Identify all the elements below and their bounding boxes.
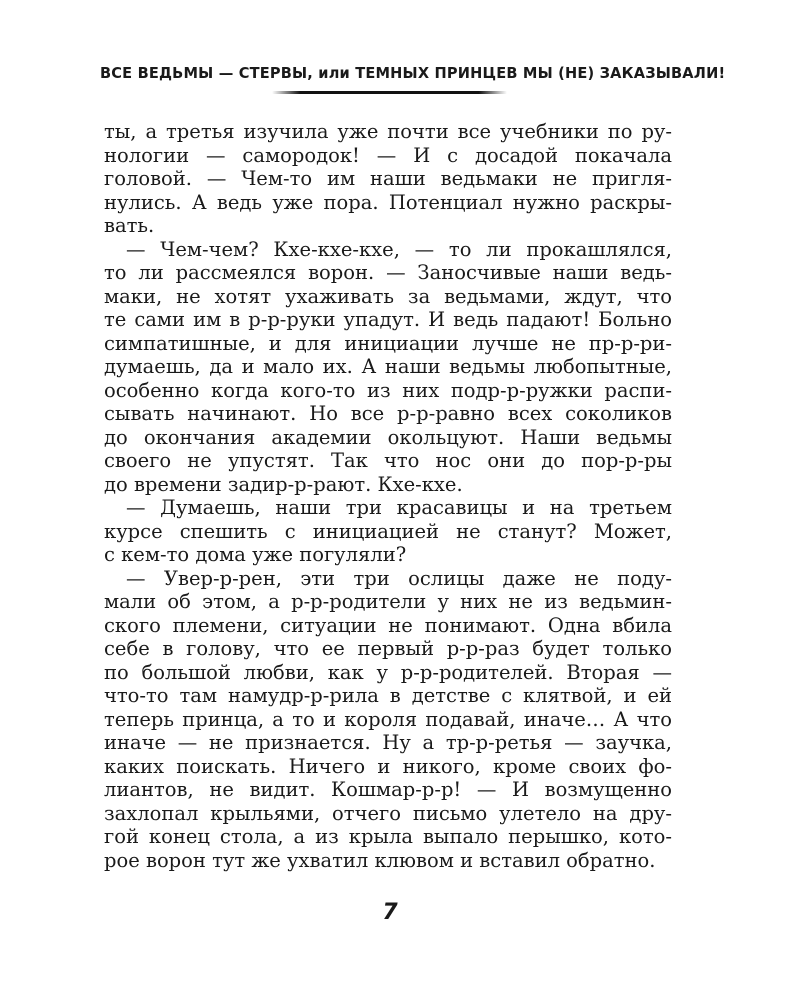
- text-line: ты, а третья изучила уже почти все учебники по ру-: [104, 120, 672, 143]
- text-line: маки, не хотят ухаживать за ведьмами, ждут, что: [104, 284, 672, 308]
- text-line: каких поискать. Ничего и никого, кроме своих фо-: [104, 754, 672, 778]
- text-line: рое ворон тут же ухватил клювом и вставил обратно.: [104, 848, 656, 872]
- text-line: нулись. А ведь уже пора. Потенциал нужно раскры-: [104, 190, 672, 214]
- text-line: иначе — не признается. Ну а тр-р-ретья — заучка,: [104, 731, 672, 754]
- text-line: то ли рассмеялся ворон. — Заносчивые наши ведь-: [104, 261, 672, 284]
- text-line: симпатишные, и для инициации лучше не пр-р-ри-: [104, 331, 672, 355]
- text-line: захлопал крыльями, отчего письмо улетело на дру-: [104, 801, 672, 825]
- text-line: головой. — Чем-то им наши ведьмаки не пригля-: [104, 167, 672, 190]
- text-line: с кем-то дома уже погуляли?: [104, 543, 407, 566]
- text-line: мали об этом, а р-р-родители у них не из ведьмин-: [104, 590, 672, 613]
- running-head: ВСЕ ВЕДЬМЫ — СТЕРВЫ, или ТЕМНЫХ ПРИНЦЕВ МЫ (НЕ) ЗАКАЗЫВАЛИ!: [100, 64, 726, 82]
- text-line: своего не упустят. Так что нос они до пор-р-ры: [104, 449, 672, 472]
- running-head-rule: [272, 91, 507, 94]
- text-line: — Чем-чем? Кхе-кхе-кхе, — то ли прокашлялся,: [126, 237, 672, 261]
- text-line: вать.: [104, 214, 155, 237]
- text-line: по большой любви, как у р-р-родителей. Вторая —: [104, 660, 672, 684]
- text-line: сывать начинают. Но все р-р-равно всех соколиков: [104, 402, 672, 425]
- text-line: нологии — самородок! — И с досадой покачала: [104, 143, 672, 167]
- text-line: — Думаешь, наши три красавицы и на третьем: [126, 496, 672, 519]
- text-line: до времени задир-р-рают. Кхе-кхе.: [104, 472, 463, 496]
- text-line: себе в голову, что ее первый р-р-раз будет только: [104, 637, 672, 660]
- text-line: до окончания академии окольцуют. Наши ведьмы: [104, 425, 672, 449]
- page-number: 7: [382, 900, 398, 925]
- body-text: [104, 120, 672, 872]
- text-line: — Увер-р-рен, эти три ослицы даже не поду-: [126, 566, 672, 590]
- text-line: что-то там намудр-р-рила в детстве с клятвой, и ей: [104, 684, 672, 707]
- text-line: ского племени, ситуации не понимают. Одна вбила: [104, 613, 672, 637]
- text-line: курсе спешить с инициацией не станут? Может,: [104, 519, 672, 543]
- text-line: особенно когда кого-то из них подр-р-ружки распи-: [104, 378, 672, 402]
- text-line: лиантов, не видит. Кошмар-р-р! — И возмущенно: [104, 778, 672, 801]
- text-line: думаешь, да и мало их. А наши ведьмы любопытные,: [104, 355, 672, 378]
- text-line: теперь принца, а то и короля подавай, иначе… А что: [104, 707, 672, 731]
- text-line: те сами им в р-р-руки упадут. И ведь падают! Больно: [104, 308, 672, 331]
- text-line: гой конец стола, а из крыла выпало перышко, кото-: [104, 825, 672, 848]
